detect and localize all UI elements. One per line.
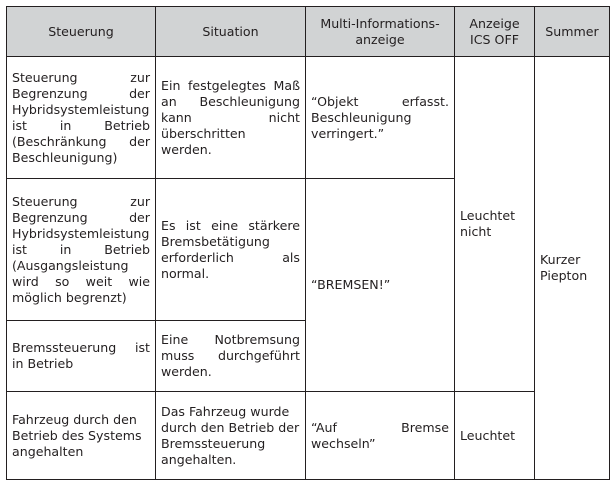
row1-situation: Ein festgelegtes Maß an Beschleunigung kann nicht überschritten werden.: [156, 57, 306, 179]
header-situation: [156, 7, 306, 57]
header-summer-label: Summer: [545, 23, 599, 39]
row4-steuerung: Fahrzeug durch den Betrieb des Systems angehalten: [7, 392, 156, 480]
row1-anzeige: “Objekt erfasst. Beschleunigung verringert.”: [306, 57, 455, 179]
row2-situation: Es ist eine stärkere Bremsbetätigung erforderlich als normal.: [156, 179, 306, 321]
row4-ics-off: Leuchtet: [455, 392, 535, 480]
row2-steuerung: Steuerung zur Begrenzung der Hybridsystemleistung ist in Betrieb (Ausgangsleistung wird so weit wie möglich begrenzt): [7, 179, 156, 321]
header-steuerung: [7, 7, 156, 57]
summer-status-merged: Kurzer Piepton: [535, 57, 610, 480]
ics-off-status-merged: Leuchtet nicht: [455, 57, 535, 392]
header-anzeige-line2: anzeige: [355, 31, 405, 47]
header-steuerung-label: Steuerung: [48, 23, 114, 39]
table-row: [7, 57, 610, 179]
row4-anzeige: “Auf Bremse wechseln”: [306, 392, 455, 480]
system-status-table: [6, 6, 610, 480]
header-anzeige-line1: Multi-Informations-: [320, 15, 440, 31]
row3-steuerung: Bremssteuerung ist in Betrieb: [7, 321, 156, 392]
row4-situation: Das Fahrzeug wurde durch den Betrieb der Bremssteuerung angehalten.: [156, 392, 306, 480]
header-multi-informationsanzeige: [306, 7, 455, 57]
row3-situation: Eine Notbremsung muss durchgeführt werden.: [156, 321, 306, 392]
header-anzeige-ics-off: [455, 7, 535, 57]
header-ics-line1: Anzeige: [469, 15, 520, 31]
table-header-row: [7, 7, 610, 57]
table-row: [7, 392, 610, 480]
row2-3-anzeige-merged: “BREMSEN!”: [306, 179, 455, 392]
row1-steuerung: Steuerung zur Begrenzung der Hybridsystemleistung ist in Betrieb (Beschränkung der Beschleunigung): [7, 57, 156, 179]
header-situation-label: Situation: [202, 23, 259, 39]
header-summer: [535, 7, 610, 57]
header-ics-line2: ICS OFF: [470, 31, 519, 47]
